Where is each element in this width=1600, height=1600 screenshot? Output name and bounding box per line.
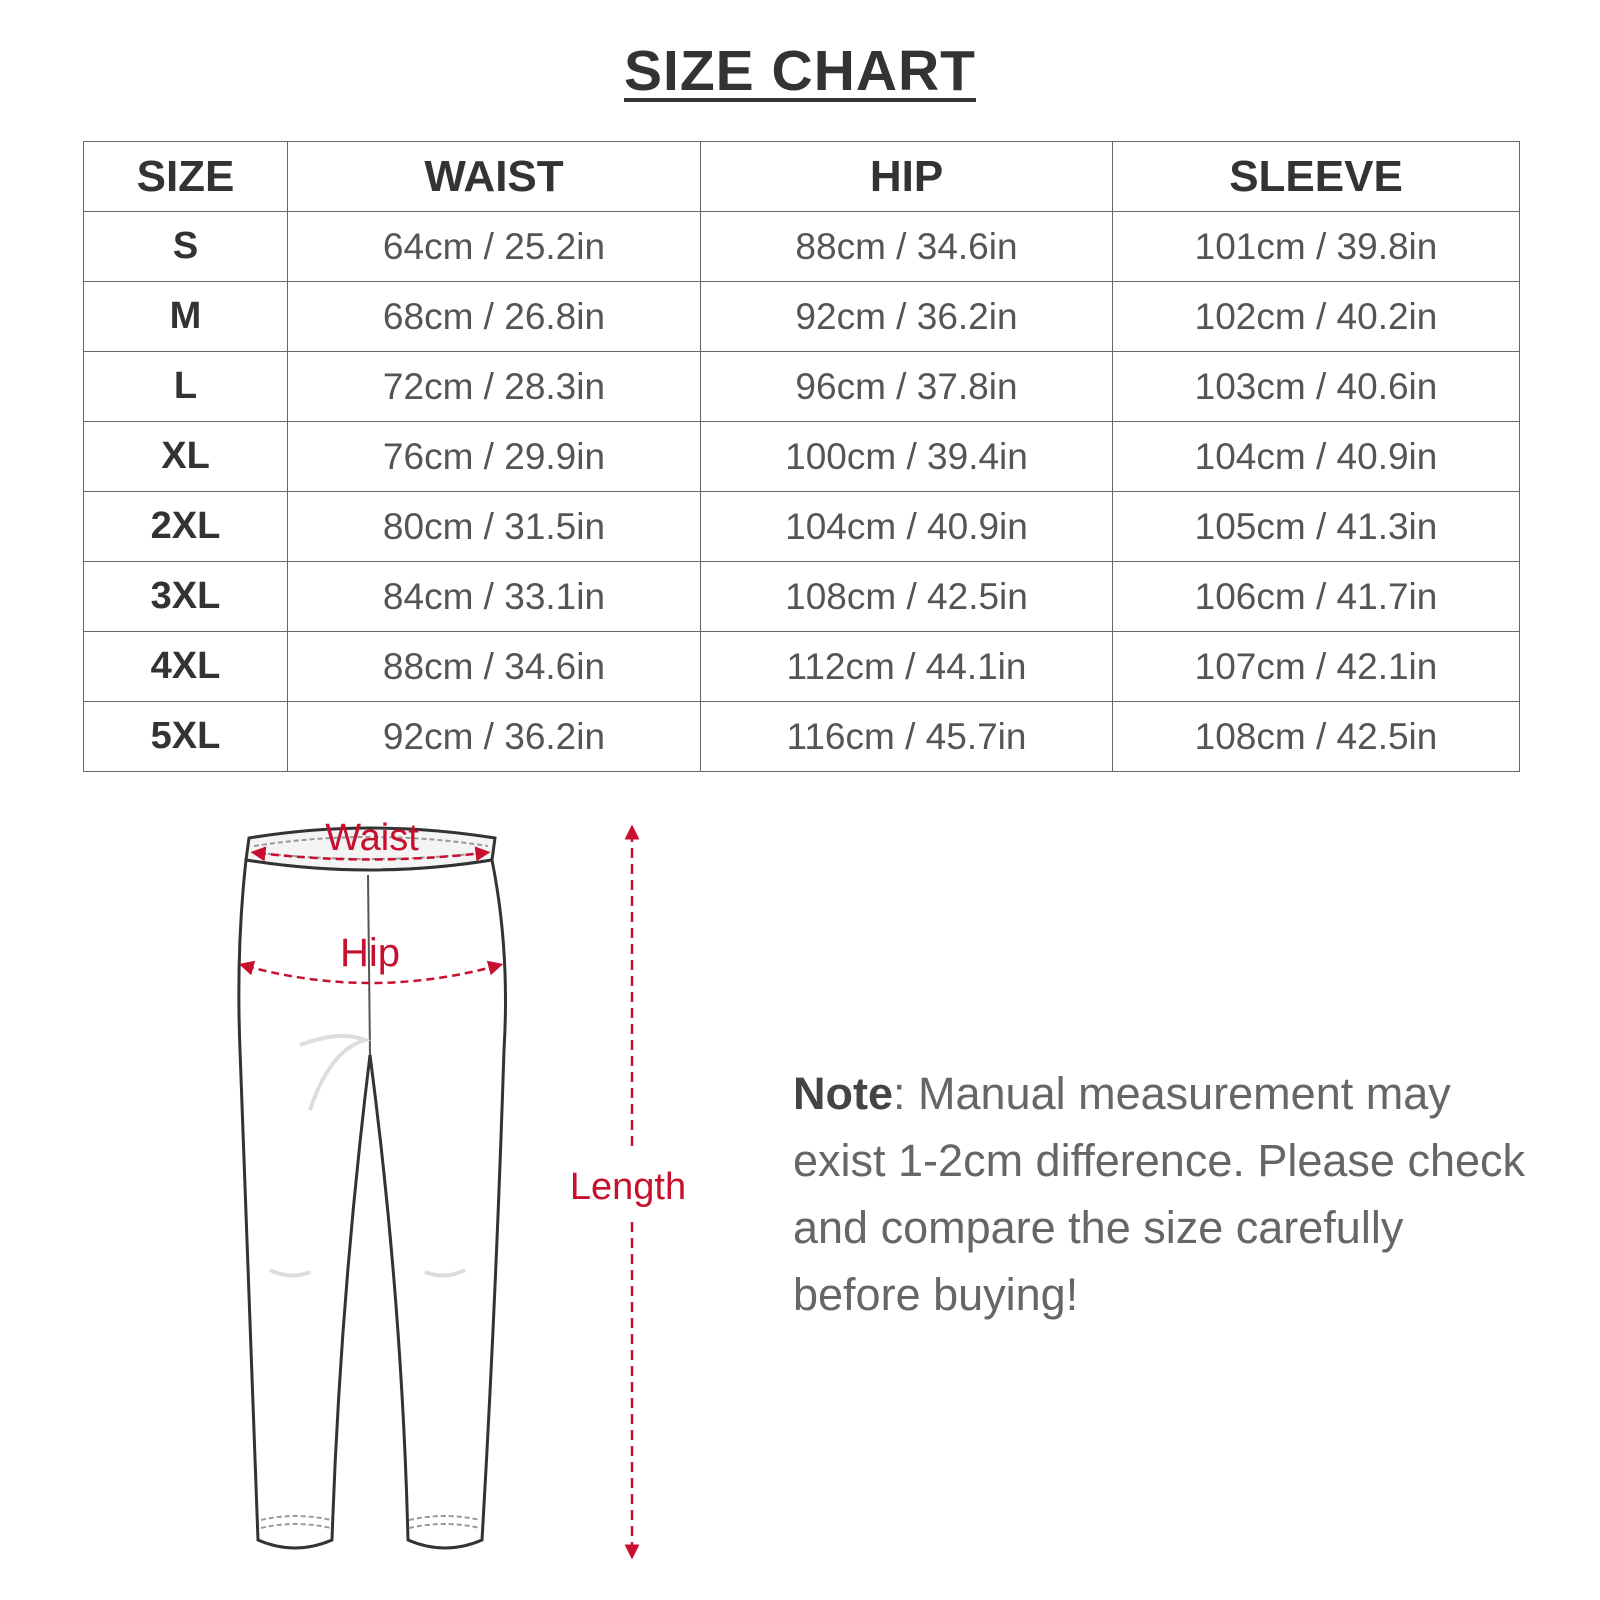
header-waist: WAIST: [288, 142, 701, 212]
hip-cell: 96cm / 37.8in: [701, 352, 1113, 422]
waist-cell: 76cm / 29.9in: [288, 422, 701, 492]
table-row: [84, 212, 1520, 282]
size-cell: S: [84, 212, 288, 282]
header-sleeve: SLEEVE: [1113, 142, 1520, 212]
page-title: [0, 38, 1600, 104]
sleeve-cell: 108cm / 42.5in: [1113, 702, 1520, 772]
waist-cell: 88cm / 34.6in: [288, 632, 701, 702]
waist-cell: 72cm / 28.3in: [288, 352, 701, 422]
hip-label: Hip: [339, 931, 401, 975]
waist-label: Waist: [325, 817, 419, 859]
sleeve-cell: 103cm / 40.6in: [1113, 352, 1520, 422]
sleeve-cell: 106cm / 41.7in: [1113, 562, 1520, 632]
note-body: : Manual measurement may exist 1-2cm difference. Please check and compare the size carefully before buying!: [793, 1068, 1526, 1320]
note-label: Note: [793, 1068, 893, 1119]
size-cell: M: [84, 282, 288, 352]
table-row: [84, 702, 1520, 772]
hip-cell: 108cm / 42.5in: [701, 562, 1113, 632]
note-text: [793, 1060, 1533, 1328]
table-row: [84, 422, 1520, 492]
sleeve-cell: 107cm / 42.1in: [1113, 632, 1520, 702]
table-row: [84, 352, 1520, 422]
waist-cell: 92cm / 36.2in: [288, 702, 701, 772]
table-row: [84, 562, 1520, 632]
table-row: [84, 632, 1520, 702]
sleeve-cell: 105cm / 41.3in: [1113, 492, 1520, 562]
size-cell: 5XL: [84, 702, 288, 772]
sleeve-cell: 102cm / 40.2in: [1113, 282, 1520, 352]
waist-cell: 68cm / 26.8in: [288, 282, 701, 352]
size-table: [83, 141, 1520, 772]
sleeve-cell: 101cm / 39.8in: [1113, 212, 1520, 282]
leggings-diagram-icon: [0, 800, 740, 1580]
header-size: SIZE: [84, 142, 288, 212]
size-cell: XL: [84, 422, 288, 492]
table-header-row: [84, 142, 1520, 212]
hip-cell: 104cm / 40.9in: [701, 492, 1113, 562]
table-row: [84, 282, 1520, 352]
size-cell: L: [84, 352, 288, 422]
hip-cell: 100cm / 39.4in: [701, 422, 1113, 492]
length-label: Length: [569, 1166, 687, 1208]
hip-cell: 92cm / 36.2in: [701, 282, 1113, 352]
size-cell: 3XL: [84, 562, 288, 632]
hip-cell: 116cm / 45.7in: [701, 702, 1113, 772]
page-title-text: SIZE CHART: [624, 39, 976, 103]
table-row: [84, 492, 1520, 562]
header-hip: HIP: [701, 142, 1113, 212]
waist-cell: 80cm / 31.5in: [288, 492, 701, 562]
sleeve-cell: 104cm / 40.9in: [1113, 422, 1520, 492]
size-cell: 2XL: [84, 492, 288, 562]
waist-cell: 84cm / 33.1in: [288, 562, 701, 632]
hip-cell: 88cm / 34.6in: [701, 212, 1113, 282]
hip-cell: 112cm / 44.1in: [701, 632, 1113, 702]
waist-cell: 64cm / 25.2in: [288, 212, 701, 282]
size-cell: 4XL: [84, 632, 288, 702]
